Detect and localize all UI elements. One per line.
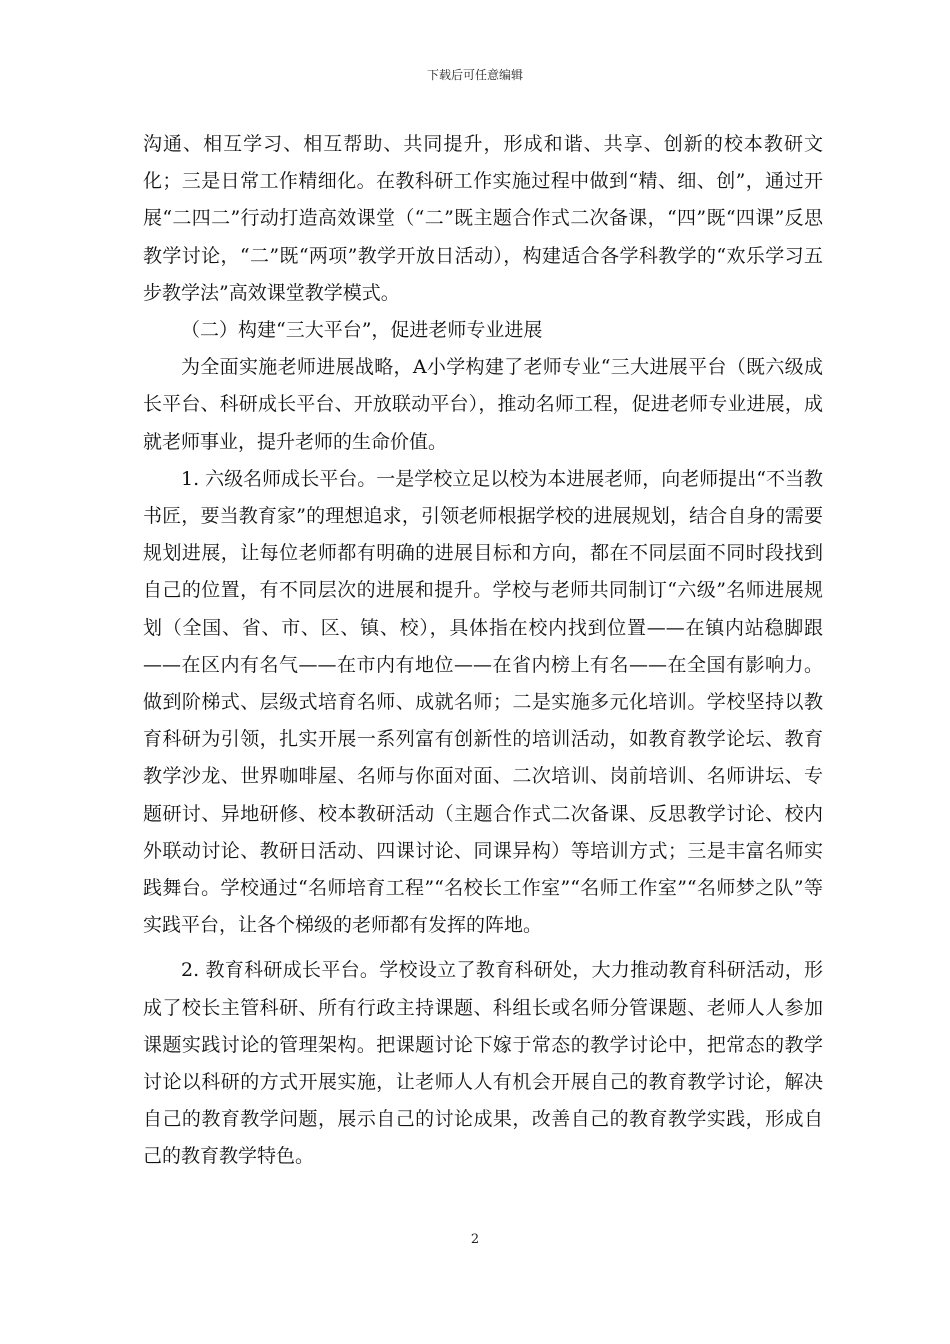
paragraph-item-1: 1. 六级名师成长平台。一是学校立足以校为本进展老师，向老师提出“不当教书匠，要当教育家”的理想追求，引领老师根据学校的进展规划，结合自身的需要规划进展，让每位老师都有明确的进展目标和方向，都在不同层面不同时段找到自己的位置，有不同层次的进展和提升。学校与老师共同制订“六级”名师进展规划（全国、省、市、区、镇、校），具体指在校内找到位置——在镇内站稳脚跟——在区内有名气——在市内有地位——在省内榜上有名——在全国有影响力。做到阶梯式、层级式培育名师、成就名师；二是实施多元化培训。学校坚持以教育科研为引领，扎实开展一系列富有创新性的培训活动，如教育教学论坛、教育教学沙龙、世界咖啡屋、名师与你面对面、二次培训、岗前培训、名师讲坛、专题研讨、异地研修、校本教研活动（主题合作式二次备课、反思教学讨论、校内外联动讨论、教研日活动、四课讨论、同课异构）等培训方式；三是丰富名师实践舞台。学校通过“名师培育工程”“名校长工作室”“名师工作室”“名师梦之队”等实践平台，让各个梯级的老师都有发挥的阵地。	[143, 467, 823, 937]
paragraph-intro: 为全面实施老师进展战略，A小学构建了老师专业“三大进展平台（既六级成长平台、科研成长平台、开放联动平台），推动名师工程，促进老师专业进展，成就老师事业，提升老师的生命价值。	[143, 356, 823, 453]
document-body	[143, 126, 823, 1176]
section-heading: （二）构建“三大平台”，促进老师专业进展	[181, 319, 543, 342]
paragraph-item-2: 2. 教育科研成长平台。学校设立了教育科研处，大力推动教育科研活动，形成了校长主管科研、所有行政主持课题、科组长或名师分管课题、老师人人参加课题实践讨论的管理架构。把课题讨论下嫁于常态的教学讨论中，把常态的教学讨论以科研的方式开展实施，让老师人人有机会开展自己的教育教学讨论，解决自己的教育教学问题，展示自己的讨论成果，改善自己的教育教学实践，形成自己的教育教学特色。	[143, 959, 823, 1168]
page-header: 下载后可任意编辑	[426, 68, 523, 82]
paragraph-continuation: 沟通、相互学习、相互帮助、共同提升，形成和谐、共享、创新的校本教研文化；三是日常工作精细化。在教科研工作实施过程中做到“精、细、创”，通过开展“二四二”行动打造高效课堂（“二”既主题合作式二次备课，“四”既“四课”反思教学讨论，“二”既“两项”教学开放日活动），构建适合各学科教学的“欢乐学习五步教学法”高效课堂教学模式。	[143, 133, 823, 304]
page-number: 2	[470, 1232, 480, 1247]
